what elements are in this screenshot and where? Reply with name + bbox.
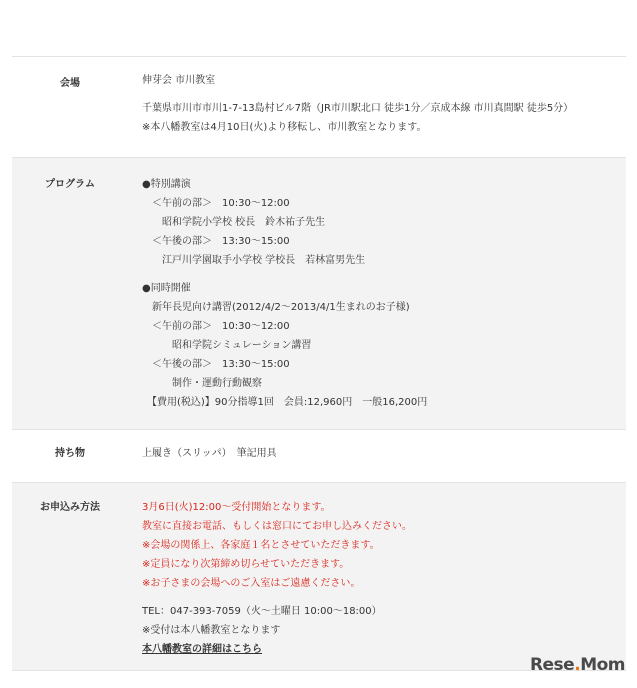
apply-notice: 教室に直接お電話、もしくは窓口にてお申し込みください。	[142, 521, 412, 532]
program-content	[142, 175, 626, 429]
program-fee-line: 【費用(税込)】90分指導1回 会員:12,960円 一般16,200円	[142, 397, 428, 408]
items-label: 持ち物	[55, 448, 85, 459]
program-line: ＜午前の部＞ 10:30〜12:00	[142, 321, 290, 332]
logo-text-mom: Mom	[580, 655, 625, 675]
apply-notice: 3月6日(火)12:00〜受付開始となります。	[142, 502, 331, 513]
apply-row	[12, 483, 626, 671]
apply-label: お申込み方法	[40, 502, 100, 513]
program-label: プログラム	[45, 179, 95, 190]
items-content	[142, 444, 626, 482]
program-line: ●特別講演	[142, 179, 191, 190]
resemom-logo	[530, 655, 625, 675]
apply-content	[142, 498, 626, 670]
items-row	[12, 430, 626, 483]
venue-content	[142, 71, 626, 157]
venue-label: 会場	[60, 78, 80, 89]
apply-notice: ※会場の関係上、各家庭１名とさせていただきます。	[142, 540, 380, 551]
program-line: ＜午後の部＞ 13:30〜15:00	[142, 236, 290, 247]
venue-address: 千葉県市川市市川1-7-13島村ビル7階（JR市川駅北口 徒歩1分／京成本線 市川真間駅 徒歩5分）	[142, 103, 574, 114]
program-line: 制作・運動行動観察	[142, 378, 262, 389]
event-info-table	[12, 56, 626, 671]
program-line: 江戸川学園取手小学校 学校長 若林富男先生	[142, 255, 366, 266]
program-line: ●同時開催	[142, 283, 191, 294]
venue-row	[12, 57, 626, 158]
venue-name: 伸芽会 市川教室	[142, 75, 216, 86]
apply-note: ※受付は本八幡教室となります	[142, 625, 281, 636]
program-line: 新年長児向け講習(2012/4/2〜2013/4/1生まれのお子様)	[142, 302, 410, 313]
apply-notice: ※定員になり次第締め切らせていただきます。	[142, 559, 350, 570]
program-line: 昭和学院シミュレーション講習	[142, 340, 312, 351]
items-text: 上履き（スリッパ） 筆記用具	[142, 448, 277, 459]
program-line: 昭和学院小学校 校長 鈴木祐子先生	[142, 217, 326, 228]
program-row	[12, 158, 626, 430]
classroom-details-link[interactable]: 本八幡教室の詳細はこちら	[142, 644, 262, 655]
logo-text-rese: Rese	[529, 655, 575, 675]
venue-note: ※本八幡教室は4月10日(火)より移転し、市川教室となります。	[142, 122, 427, 133]
program-line: ＜午後の部＞ 13:30〜15:00	[142, 359, 290, 370]
apply-tel: TEL：047-393-7059（火〜土曜日 10:00〜18:00）	[142, 606, 382, 617]
apply-notice: ※お子さまの会場へのご入室はご遠慮ください。	[142, 578, 361, 589]
program-line: ＜午前の部＞ 10:30〜12:00	[142, 198, 290, 209]
logo-dot: .	[574, 655, 581, 675]
